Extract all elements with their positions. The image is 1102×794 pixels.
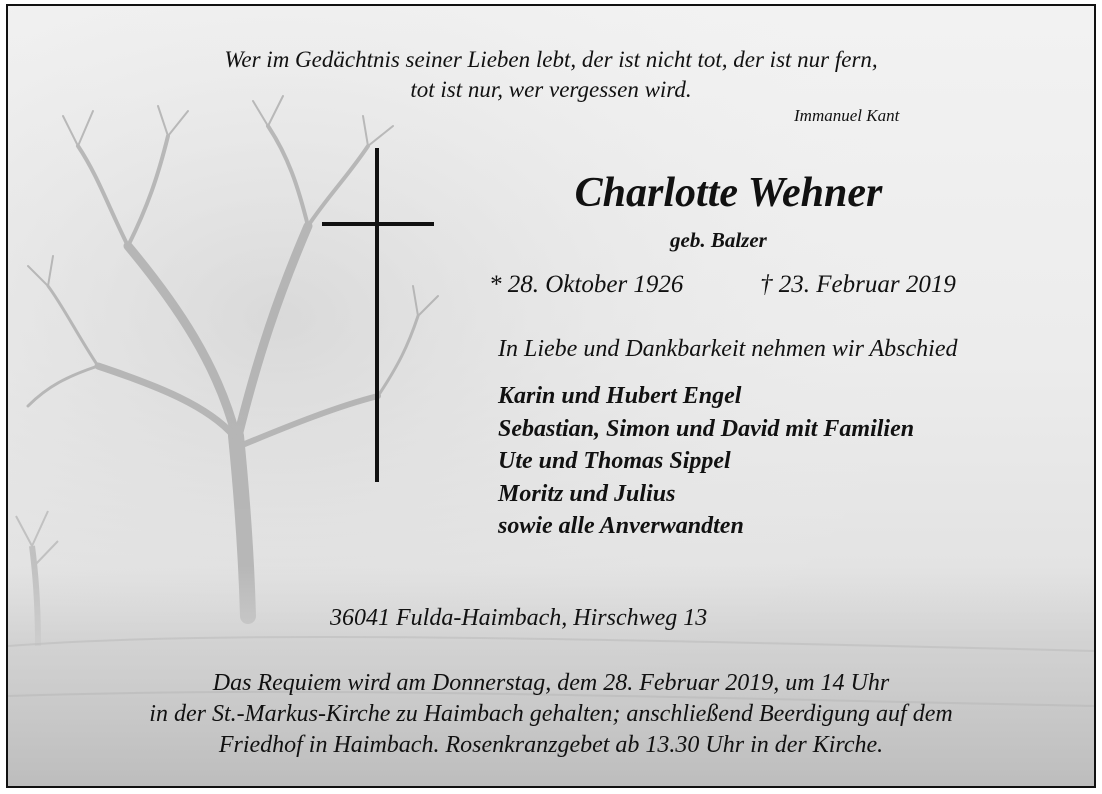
quote-line-1: Wer im Gedächtnis seiner Lieben lebt, der ist nicht tot, der ist nur fern, xyxy=(224,47,878,72)
quote-author: Immanuel Kant xyxy=(794,106,900,125)
mourner-entry: Moritz und Julius xyxy=(498,480,676,507)
mourner-entry: sowie alle Anverwandten xyxy=(498,513,744,539)
deceased-name: Charlotte Wehner xyxy=(574,170,883,216)
service-line-1: Das Requiem wird am Donnerstag, dem 28. Februar 2019, um 14 Uhr xyxy=(212,670,890,696)
death-date: † 23. Februar 2019 xyxy=(760,271,956,298)
mourner-entry: Karin und Hubert Engel xyxy=(498,383,742,409)
service-announcement xyxy=(8,668,1094,761)
mourners-list xyxy=(498,380,914,543)
farewell-intro: In Liebe und Dankbarkeit nehmen wir Abschied xyxy=(498,336,958,362)
mourner-entry: Sebastian, Simon und David mit Familien xyxy=(498,415,915,442)
obituary-notice xyxy=(6,4,1096,788)
service-line-3: Friedhof in Haimbach. Rosenkranzgebet ab 13.30 Uhr in der Kirche. xyxy=(218,732,884,758)
quote-line-2: tot ist nur, wer vergessen wird. xyxy=(410,77,692,102)
maiden-name: geb. Balzer xyxy=(670,228,767,252)
birth-date: * 28. Oktober 1926 xyxy=(489,271,684,298)
family-address: 36041 Fulda-Haimbach, Hirschweg 13 xyxy=(330,605,708,631)
service-line-2: in der St.-Markus-Kirche zu Haimbach gehalten; anschließend Beerdigung auf dem xyxy=(149,701,953,727)
mourner-entry: Ute und Thomas Sippel xyxy=(498,448,731,474)
